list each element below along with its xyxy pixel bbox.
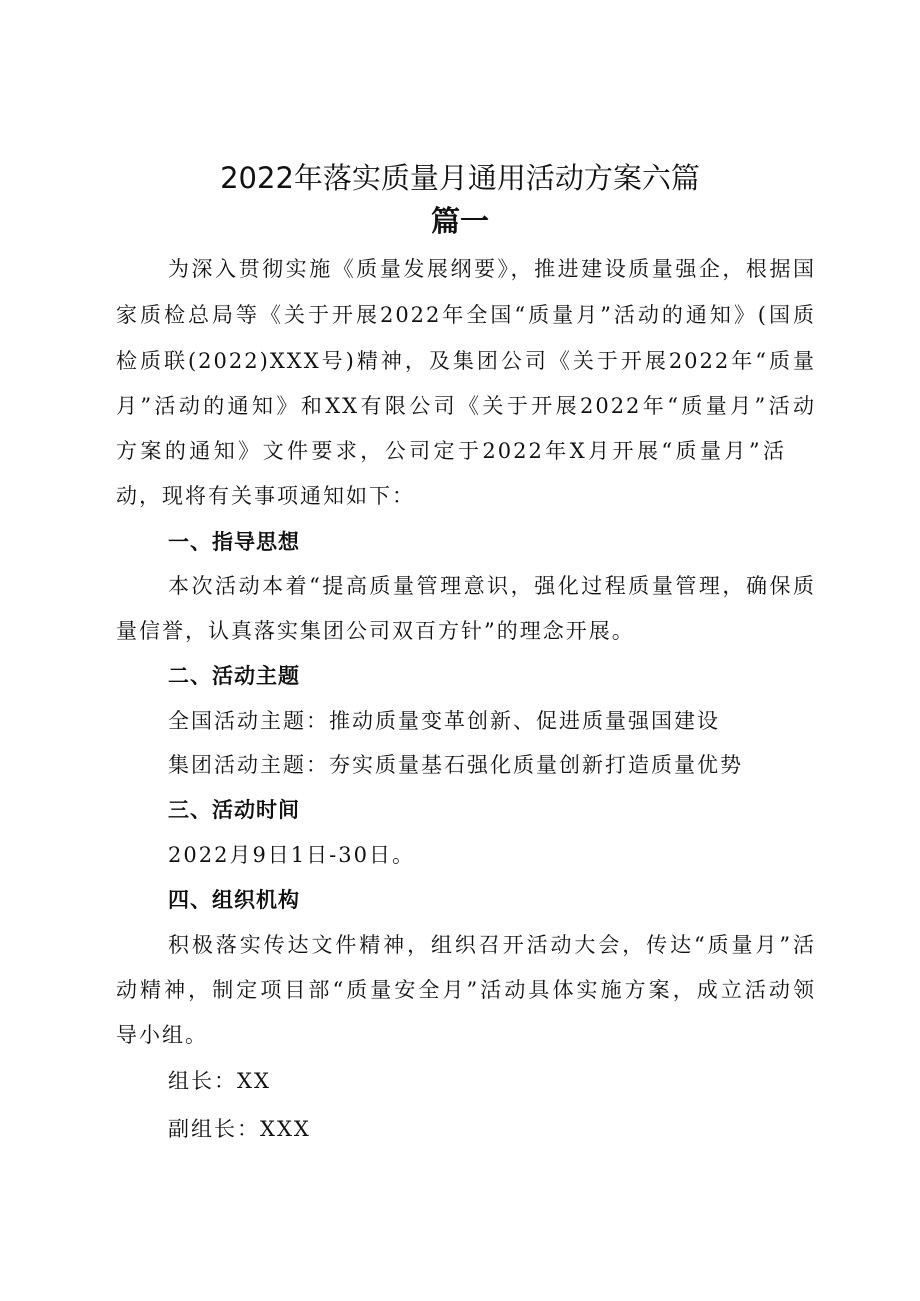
deputy-leader-line: 副组长：XXX [168, 1117, 311, 1141]
document-title: 2022年落实质量月通用活动方案六篇 [220, 161, 700, 195]
intro-line: 检质联(2022)XXX号)精神，及集团公司《关于开展2022年“质量 [116, 349, 816, 373]
intro-line: 动，现将有关事项通知如下： [116, 484, 415, 508]
section-text-line: 本次活动本着“提高质量管理意识，强化过程质量管理，确保质 [168, 574, 816, 598]
intro-line: 月”活动的通知》和XX有限公司《关于开展2022年“质量月”活动 [116, 394, 816, 418]
section-heading-theme: 二、活动主题 [168, 664, 300, 688]
section-text-line: 2022月9日1日-30日。 [168, 843, 415, 867]
section-heading-organization: 四、组织机构 [168, 888, 300, 912]
section-heading-guiding-thought: 一、指导思想 [168, 530, 300, 554]
section-text-line: 全国活动主题：推动质量变革创新、促进质量强国建设 [168, 709, 720, 733]
section-text-line: 量信誉，认真落实集团公司双百方针”的理念开展。 [116, 619, 635, 643]
leader-line: 组长：XX [168, 1069, 271, 1093]
intro-line: 方案的通知》文件要求，公司定于2022年X月开展“质量月”活 [116, 439, 786, 463]
section-text-line: 积极落实传达文件精神，组织召开活动大会，传达“质量月”活 [168, 933, 816, 957]
section-text-line: 集团活动主题：夯实质量基石强化质量创新打造质量优势 [168, 753, 743, 777]
section-heading-time: 三、活动时间 [168, 798, 300, 822]
document-subtitle: 篇一 [430, 204, 489, 238]
section-text-line: 动精神，制定项目部“质量安全月”活动具体实施方案，成立活动领 [116, 978, 816, 1002]
intro-line: 家质检总局等《关于开展2022年全国“质量月”活动的通知》(国质 [116, 303, 816, 327]
section-text-line: 导小组。 [116, 1023, 208, 1047]
intro-line: 为深入贯彻实施《质量发展纲要》，推进建设质量强企，根据国 [168, 257, 816, 281]
